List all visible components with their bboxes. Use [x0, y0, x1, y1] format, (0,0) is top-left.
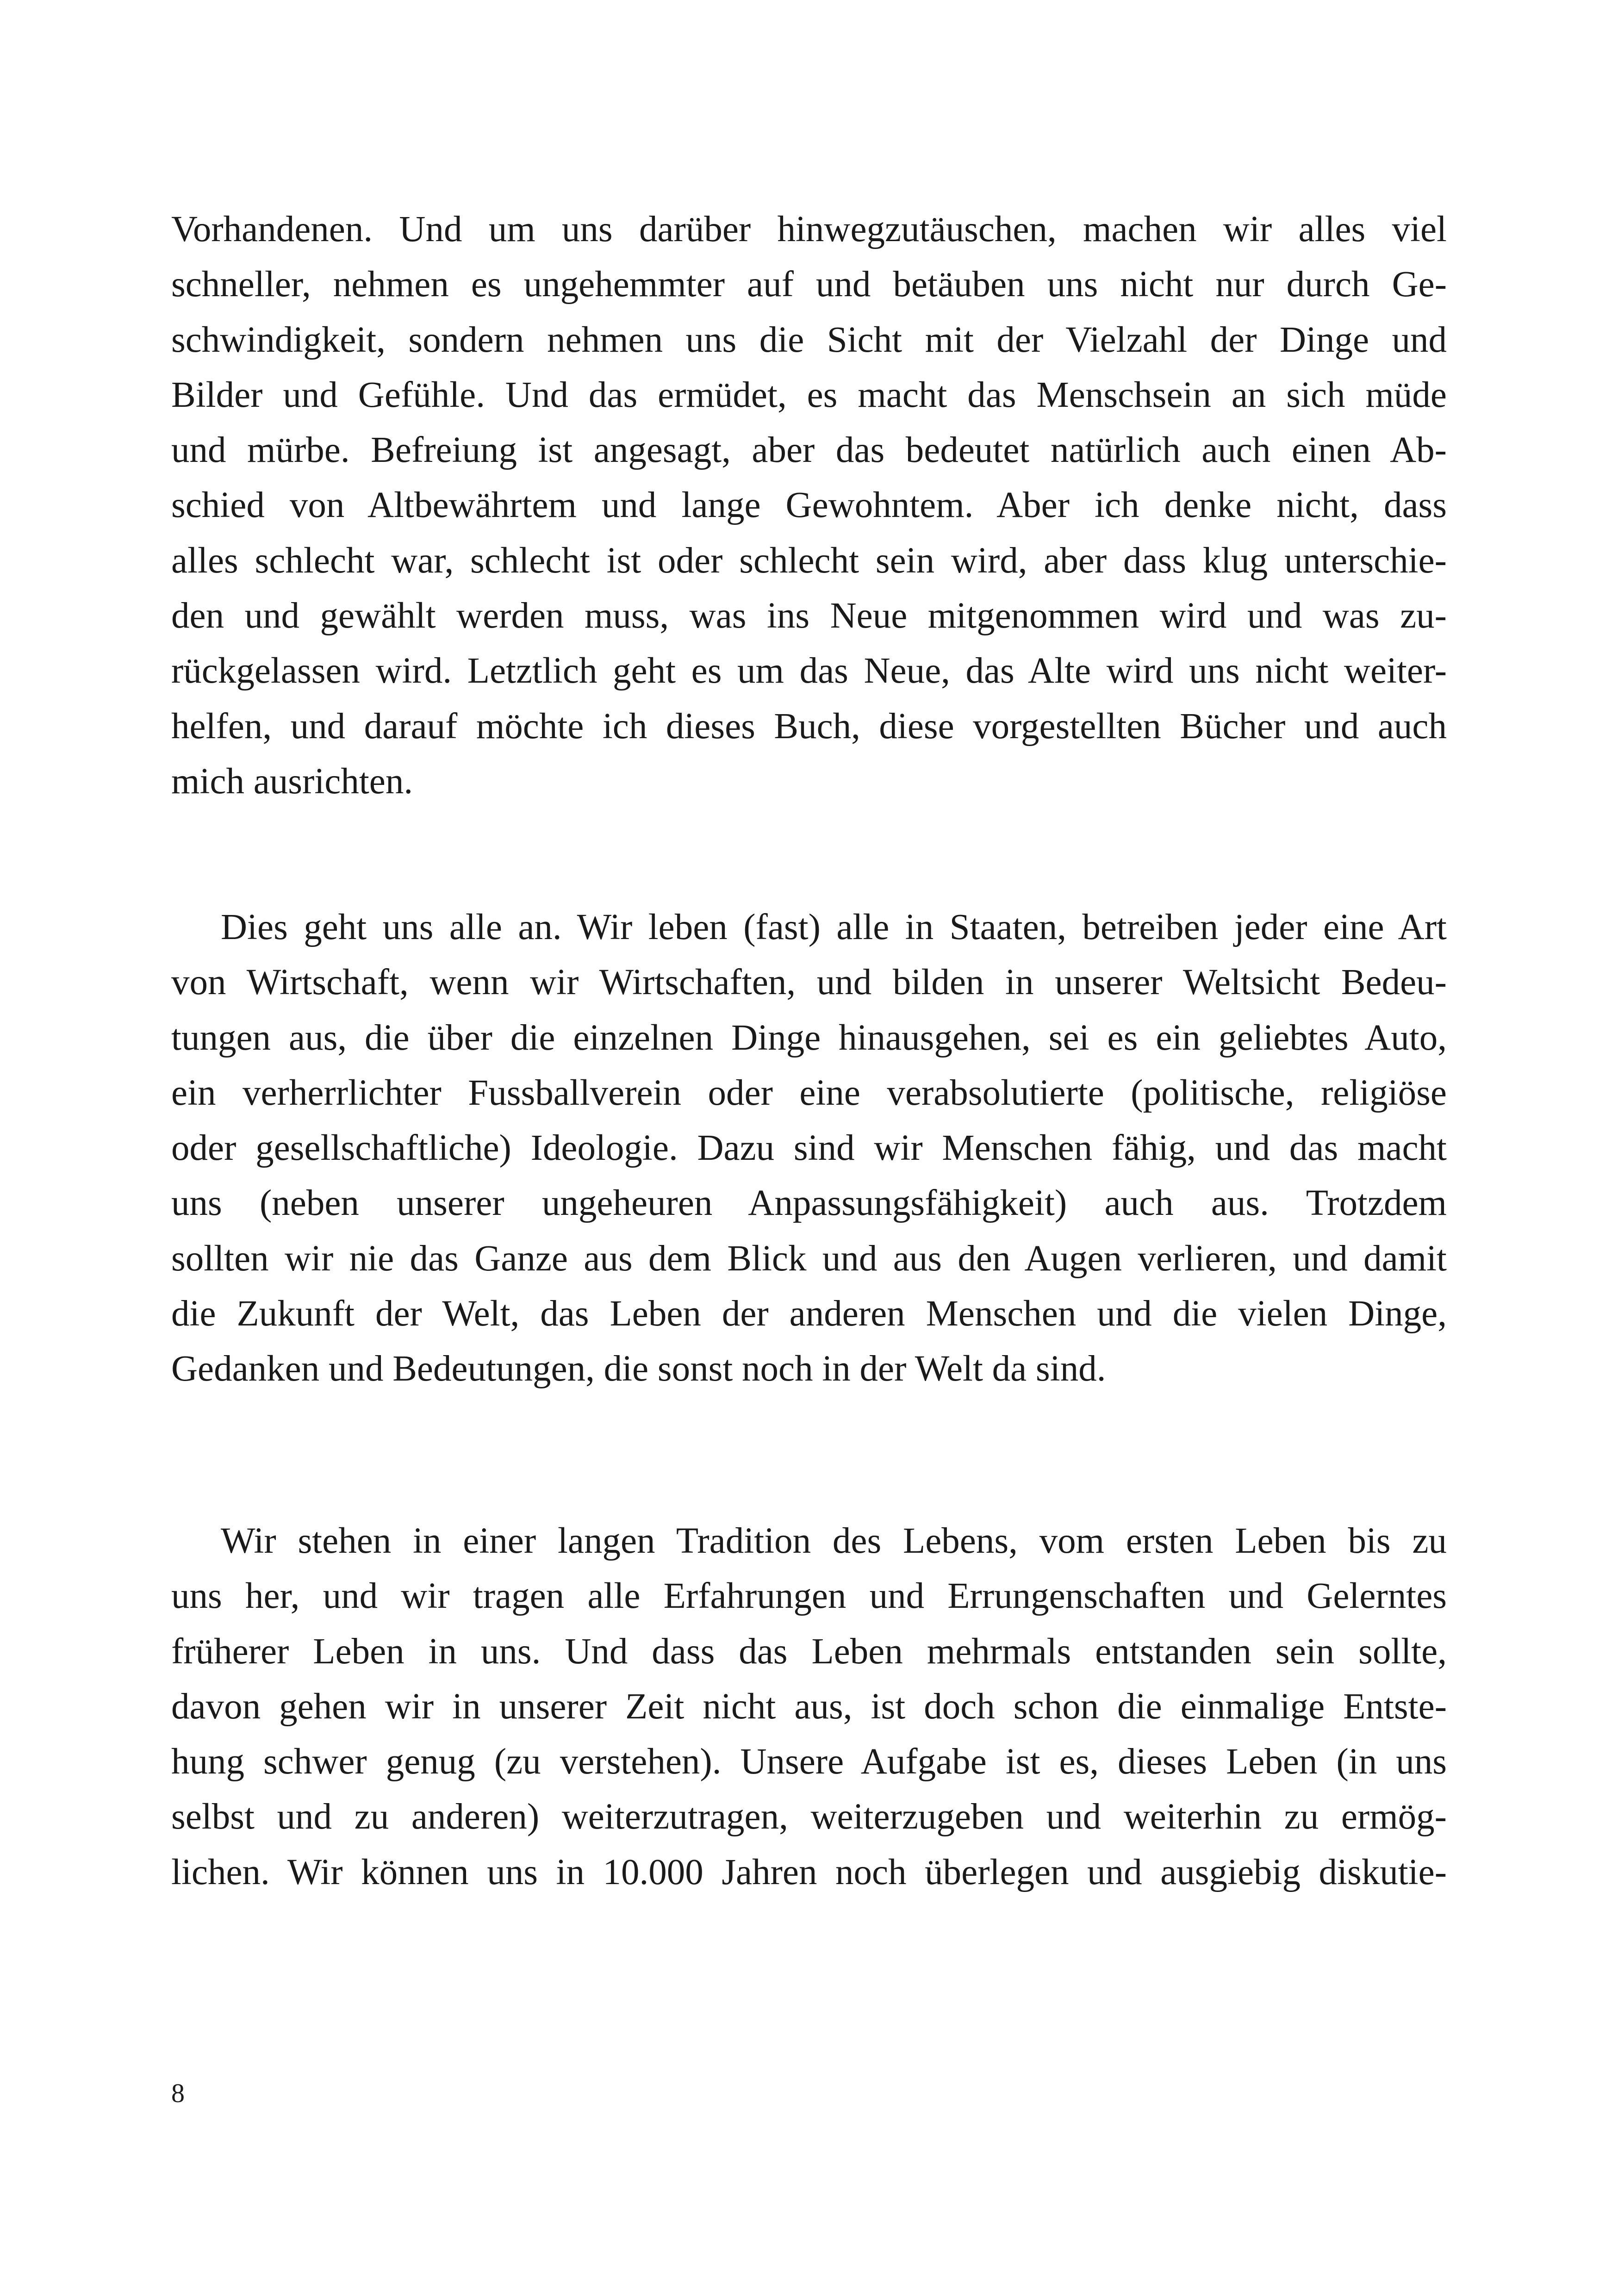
text-line: Vorhandenen. Und um uns darüber hinwegzutäuschen, machen wir alles viel [171, 209, 1447, 249]
text-line: lichen. Wir können uns in 10.000 Jahren noch überlegen und ausgiebig diskutie- [171, 1852, 1447, 1892]
paragraph-1 [171, 202, 1447, 809]
text-line: von Wirtschaft, wenn wir Wirtschaften, und bilden in unserer Weltsicht Bedeu- [171, 962, 1447, 1003]
text-line: oder gesellschaftliche) Ideologie. Dazu sind wir Menschen fähig, und das macht [171, 1128, 1447, 1169]
text-line: uns her, und wir tragen alle Erfahrungen und Errungenschaften und Gelerntes [171, 1576, 1447, 1617]
text-line: Gedanken und Bedeutungen, die sonst noch in der Welt da sind. [171, 1349, 1106, 1389]
text-line: helfen, und darauf möchte ich dieses Buch, diese vorgestellten Bücher und auch [171, 706, 1447, 747]
text-line: Wir stehen in einer langen Tradition des Lebens, vom ersten Leben bis zu [221, 1521, 1447, 1561]
text-line: mich ausrichten. [171, 761, 413, 802]
page-number: 8 [171, 2078, 185, 2108]
text-line: tungen aus, die über die einzelnen Dinge hinausgehen, sei es ein geliebtes Auto, [171, 1017, 1447, 1058]
text-line: schwindigkeit, sondern nehmen uns die Sicht mit der Vielzahl der Dinge und [171, 319, 1447, 360]
text-line: hung schwer genug (zu verstehen). Unsere Aufgabe ist es, dieses Leben (in uns [171, 1742, 1447, 1782]
text-line: den und gewählt werden muss, was ins Neue mitgenommen wird und was zu- [171, 596, 1447, 636]
text-line: davon gehen wir in unserer Zeit nicht aus, ist doch schon die einmalige Entste- [171, 1686, 1447, 1727]
text-line: Dies geht uns alle an. Wir leben (fast) alle in Staaten, betreiben jeder eine Art [221, 907, 1447, 947]
text-line: schied von Altbewährtem und lange Gewohntem. Aber ich denke nicht, dass [171, 485, 1447, 526]
text-line: schneller, nehmen es ungehemmter auf und betäuben uns nicht nur durch Ge- [171, 264, 1447, 305]
text-line: sollten wir nie das Ganze aus dem Blick und aus den Augen verlieren, und damit [171, 1238, 1447, 1279]
text-line: rückgelassen wird. Letztlich geht es um das Neue, das Alte wird uns nicht weiter- [171, 651, 1447, 691]
paragraph-3 [171, 1513, 1447, 1900]
text-line: Bilder und Gefühle. Und das ermüdet, es macht das Menschsein an sich müde [171, 374, 1447, 415]
text-line: früherer Leben in uns. Und dass das Leben mehrmals entstanden sein sollte, [171, 1631, 1447, 1672]
text-line: und mürbe. Befreiung ist angesagt, aber das bedeutet natürlich auch einen Ab- [171, 430, 1447, 471]
paragraph-2 [171, 900, 1447, 1397]
text-line: selbst und zu anderen) weiterzutragen, weiterzugeben und weiterhin zu ermög- [171, 1797, 1447, 1837]
text-line: alles schlecht war, schlecht ist oder schlecht sein wird, aber dass klug unterschie- [171, 540, 1447, 581]
text-line: ein verherrlichter Fussballverein oder eine verabsolutierte (politische, religiöse [171, 1072, 1447, 1113]
text-line: uns (neben unserer ungeheuren Anpassungsfähigkeit) auch aus. Trotzdem [171, 1183, 1447, 1224]
text-line: die Zukunft der Welt, das Leben der anderen Menschen und die vielen Dinge, [171, 1294, 1447, 1334]
